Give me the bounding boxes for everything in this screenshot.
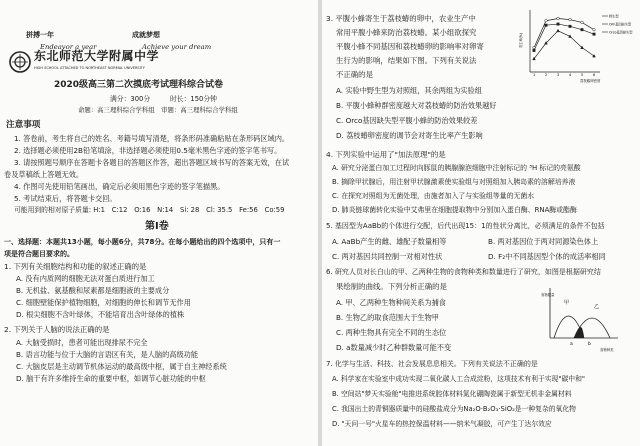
notice-2: 2. 选择题必须使用2B铅笔填涂，非选择题必须使用0.5毫米黑色字迹的签字笔书写。 — [14, 146, 282, 155]
q5-option-c: C. 两对基因共同控制一对相对性状 — [332, 252, 443, 261]
q6-label-jia: 甲 — [564, 300, 570, 306]
q4-option-c: C. 在探究对照组为无菌处理，由施者加入了与实验组等量的无菌水 — [332, 192, 535, 200]
notice-4: 4. 作图可先使用铅笔画出，确定后必须用黑色字迹的签字笔描黑。 — [14, 182, 225, 191]
q3-option-d: D. 荔枝蝽卵密度的调节会对寄生比率产生影响 — [336, 131, 483, 140]
motto-1: 拼搏一年 — [26, 30, 54, 39]
q2-option-c: C. 大脑皮层是主动调节机体运动的最高级中枢，属于自主神经系统 — [16, 362, 227, 371]
exam-title: 2020级高三第二次摸底考试理科综合试卷 — [54, 80, 224, 90]
q1-option-b: B. 无机盐、氨基酸和尿素都是细胞液的主要成分 — [16, 286, 170, 295]
q3-stem-1: 3. 平腹小蜂寄生于荔枝蝽的卵中，农业生产中 — [326, 14, 476, 23]
q3-x-tick-3: 4 — [569, 73, 572, 77]
q3-series-line-2 — [534, 31, 594, 59]
q5-option-a: A. AaBb产生的雌、雄配子数量相等 — [332, 237, 447, 246]
notice-title: 注意事项 — [6, 120, 41, 130]
q5-option-d: D. F₂中不同基因型个体的成活率相同 — [488, 252, 606, 261]
q7-option-a: A. 科学家在实验室中成功实现二氧化碳人工合成淀粉，这项技术有利于实现"碳中和" — [332, 375, 585, 383]
left-page — [0, 0, 318, 446]
q7-stem: 7. 化学与生活、科技、社会发展息息相关。下列有关说法不正确的是 — [326, 360, 538, 368]
q3-point-s0-5 — [593, 28, 596, 31]
q3-stem-2: 常用平腹小蜂来防治荔枝蝽。某小组欲探究 — [336, 28, 477, 37]
q6-stem-1: 6. 研究人员对长白山的甲、乙两种生物的食物种类和数量进行了研究，如图是根据研究结 — [326, 268, 601, 276]
q6-overlap-area — [574, 327, 584, 338]
q1-option-d: D. 根尖细胞不含叶绿体，不能培育出含叶绿体的植株 — [16, 310, 185, 319]
q2-stem: 2. 下列关于人脑的说法正确的是 — [4, 325, 110, 334]
q3-point-s0-4 — [581, 21, 584, 24]
q3-point-s0-1 — [545, 19, 548, 22]
q3-x-tick-4: 5 — [581, 73, 584, 77]
school-logo-icon — [8, 50, 32, 74]
exam-setter: 命题：高三理科综合学科组 审题：高三理科综合学科组 — [78, 106, 238, 114]
q4-stem: 4. 下列实验中运用了"加法原理"的是 — [326, 150, 446, 159]
notice-5: 5. 考试结束后，将答题卡交回。 — [14, 194, 117, 203]
q6-y-label: 食物数量 — [541, 293, 555, 297]
q3-stem-3: 平腹小蜂不同基因和荔枝蝽卵的影响率对卵寄 — [336, 42, 484, 51]
q3-point-s2-2 — [557, 29, 560, 32]
q3-series-line-0 — [534, 18, 594, 47]
q2-option-a: A. 大脑受损时，患者可能出现排尿不完全 — [16, 338, 148, 347]
exam-score: 满分：300分 — [110, 95, 151, 103]
q5-stem: 5. 基因型为AaBb的个体进行交配，后代出现15：1的性状分离比，必须满足的条件不包括 — [326, 222, 605, 230]
atomic-masses: 可能用到的相对原子质量: H:1 C:12 O:16 N:14 Si: 28 Cl: 35.5 Fe:56 Co:59 — [14, 206, 285, 214]
q5-option-b: B. 两对基因位于两对同源染色体上 — [488, 237, 599, 246]
q3-point-s1-2 — [557, 23, 559, 25]
q3-point-s0-3 — [569, 18, 572, 21]
notice-3-cont: 卷及草稿纸上答题无效。 — [4, 170, 84, 179]
q2-option-b: B. 语言功能与位于大脑的言语区有关，是人脑的高级功能 — [16, 350, 199, 359]
q3-x-tick-1: 2 — [545, 73, 548, 77]
q3-option-c: C. Orco基因缺失型平腹小蜂的防治效果较差 — [336, 116, 478, 125]
q6-option-b: B. 生物乙的取食范围大于生物甲 — [336, 313, 439, 322]
exam-time: 时长：150分钟 — [170, 95, 217, 103]
part-title: 第Ⅰ卷 — [145, 221, 169, 232]
q6-option-a: A. 甲、乙两种生物种间关系为捕食 — [336, 298, 446, 307]
section-1-heading: 一、选择题：本题共13小题，每小题6分，共78分。在每小题给出的四个选项中，只有一 — [4, 238, 281, 246]
q3-x-tick-2: 3 — [557, 73, 560, 77]
q3-line-chart — [518, 6, 638, 86]
q6-option-d: D. a数量减少时乙种群数量可能不变 — [336, 343, 452, 352]
q4-option-b: B. 摘除甲状腺后，用注射甲状腺激素使实验组与对照组加入胰岛素的溶解培养液 — [332, 178, 576, 186]
q7-option-c: C. 我国出土的青铜器质量中的硅酸盐成分为Na₂O·B₂O₃·SiO₂是一种复杂的氧化物 — [332, 405, 576, 413]
q3-option-b: B. 平腹小蜂种群密度越大对荔枝蝽的防治效果越好 — [336, 101, 497, 110]
school-name-en: HIGH SCHOOL ATTACHED TO NORTHEAST NORMAL UNIVERSITY — [34, 66, 145, 70]
q3-point-s1-1 — [545, 24, 547, 26]
notice-3: 3. 请按照题号顺序在答题卡各题目的答题区作答，超出答题区域书写的答案无效，在试 — [14, 158, 290, 167]
q6-option-c: C. 两种生物具有完全不同的生态位 — [336, 328, 447, 337]
q7-option-d: D. "天问一号"火星车的热控保温材料——纳米气凝胶，可产生丁达尔效应 — [332, 420, 552, 428]
q3-legend-label-1: OFF基因缺失型 — [609, 22, 632, 27]
q3-stem-4: 生行为的影响，结果如下图。下列有关说法 — [336, 56, 477, 65]
q3-point-s1-5 — [593, 33, 595, 35]
q2-option-d: D. 脑干有许多维持生命的重要中枢，如调节心脏功能的中枢 — [16, 374, 206, 383]
q3-point-s1-0 — [533, 49, 535, 51]
motto-2-en: Achieve your dream — [142, 43, 212, 51]
q7-option-b: B. 空间站"梦天实验舱"电推进系统腔体材料氮化硼陶瓷属于新型无机非金属材料 — [332, 390, 572, 398]
q3-point-s1-4 — [581, 28, 583, 30]
q3-x-tick-5: 6 — [593, 73, 596, 77]
notice-1: 1. 答卷前，考生将自己的姓名、考籍号填写清楚，将条形码准确粘贴在条形码区域内。 — [14, 134, 290, 143]
q3-legend-label-0: 野生型 — [609, 14, 619, 19]
q6-niche-figure — [540, 284, 632, 354]
section-1-heading-cont: 项是符合题目要求的。 — [4, 250, 74, 258]
q6-tick-a: a — [570, 342, 573, 347]
q3-option-a: A. 实验中野生型为对照组，其余两组为实验组 — [336, 86, 482, 95]
q3-chart-xlabel: 荔枝蝽卵密度 — [580, 79, 601, 83]
q6-label-yi: 乙 — [594, 304, 600, 310]
school-name: 东北师范大学附属中学 — [34, 49, 160, 63]
q3-stem-5: 不正确的是 — [336, 70, 373, 79]
q1-option-c: C. 细胞壁能保护植物细胞，对细胞的伸长和调节无作用 — [16, 298, 191, 307]
q3-legend-label-2: Orco基因缺失型 — [609, 30, 633, 35]
q3-point-s1-3 — [569, 25, 571, 27]
q1-option-a: A. 没有内质网的细胞无法对蛋白质进行加工 — [16, 274, 155, 283]
motto-2: 成就梦想 — [132, 30, 160, 39]
motto-1-en: Endeavor a year — [40, 43, 97, 51]
q4-option-a: A. 研究分泌蛋白加工过程时向豚鼠的胰腺腺泡细胞中注射标记的 ³H 标记的亮氨酸 — [332, 164, 581, 172]
q1-stem: 1. 下列有关细胞结构和功能的叙述正确的是 — [4, 262, 147, 271]
q6-stem-2: 果绘制的曲线。下列分析正确的是 — [336, 282, 447, 291]
q3-x-tick-0: 1 — [533, 73, 536, 77]
q3-point-s2-3 — [569, 35, 572, 38]
q6-x-label: 食物种类 — [600, 348, 614, 352]
q6-tick-b: b — [588, 342, 591, 347]
right-page — [322, 0, 640, 446]
q4-option-d: D. 肺炎链球菌转化实验中艾弗里在细胞提取物中分别加入蛋白酶、RNA酶或酯酶 — [332, 206, 577, 214]
q3-chart-ylabel: 寄生率(%) — [519, 32, 523, 48]
q3-point-s0-2 — [557, 17, 560, 20]
